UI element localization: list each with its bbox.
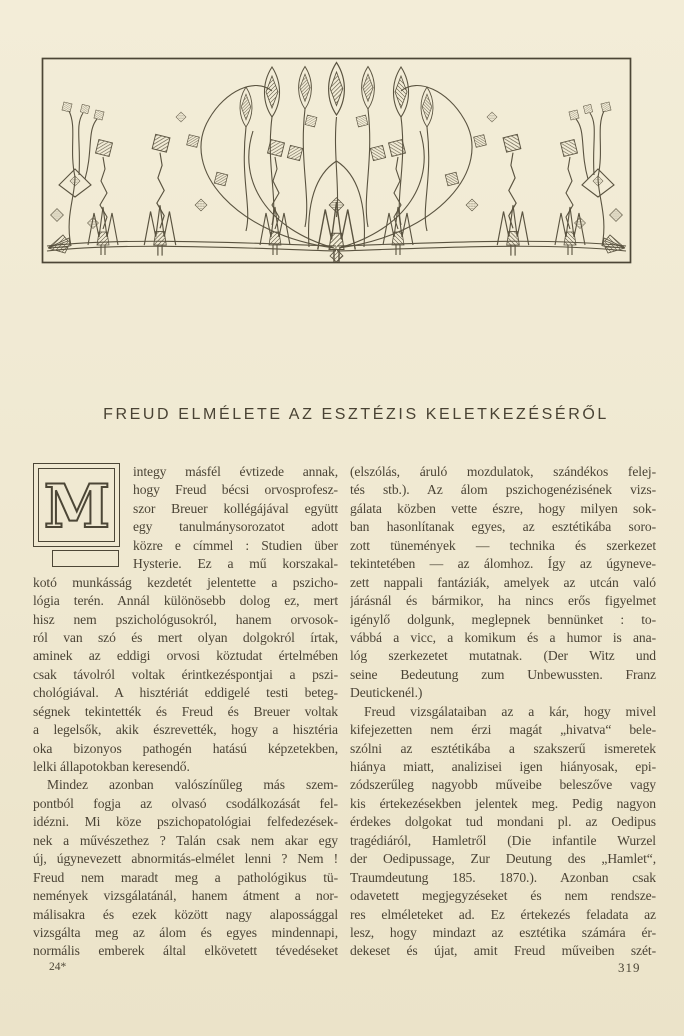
text-line: gálata közben vette észre, hogy milyen sok- [350,500,656,516]
text-line: dekeset és újat, amit Freud műveiben szét- [350,943,656,959]
text-line: zett nappali fantáziák, amelyek az utcán való [350,574,656,590]
text-line: aminek az eddigi orvosi köztudat értelmében [33,648,338,664]
text-line: Mindez azonban valószínűleg más szem- [47,777,338,793]
text-line: chológiával. A hisztériát eddigelé testi beteg- [33,685,338,701]
text-line: hiánya miatt, analizisei igen hiányosak, epi- [350,759,656,774]
text-line: hogy Freud bécsi orvosprofesz- [133,482,338,498]
headpiece-illustration-svg [41,57,632,264]
text-line: Traumdeutung 185. 1870.). Azonban csak [350,869,656,885]
text-line: tés stb.). Az álom pszichogenézisének vizs- [350,482,656,498]
text-column-right [350,463,656,961]
text-line: idézni. Mi köze pszichopatológiai felfedezések- [33,814,338,830]
text-line: egy tanulmánysorozatot adott [133,519,338,535]
text-line: lógia terén. Annál különösebb dolog ez, mert [33,593,338,609]
text-line: vizsgálta meg az álom és egyes mindennapi, [33,924,338,940]
drop-cap-letter: M [43,472,110,540]
text-line: igénylő dolgunk, meglepnek bennünket : to- [350,611,656,627]
text-line: integy másfél évtizede annak, [133,464,338,479]
text-line: res elméleteket ad. Ez értekezés feladata az [350,906,656,922]
text-line: kotó munkásság kezdetét jelentette a pszicho- [33,574,338,590]
text-line: ról van szó és mert olyan dolgokról írtak, [33,629,338,645]
text-line: oka bizonyos pathogén hatású képzetekben, [33,740,338,756]
page-number: 319 [618,960,641,975]
text-line: nek a művészethez ? Talán csak nem akar egy [33,832,338,848]
text-line: közre e címmel : Studien über [133,537,338,553]
text-line: der Oedipussage, Zur Deutung des „Hamlet“, [350,851,656,867]
text-line: málisakra és ezek között nagy alapossággal [33,906,338,922]
floral-headpiece-engraving [41,57,632,264]
text-line: vábbá a vicc, a komikum és a humor is ana- [350,629,656,645]
text-line: járásnál és bármikor, ha nincs erős figyelmet [350,593,656,609]
text-column-left [33,463,338,961]
text-line: zódszerűleg nagyobb műveibe beleszőve vagy [350,777,656,793]
text-line: szólni az esztétikába a szakszerű ismeretek [350,740,656,756]
text-line: csak távolról voltak érintkezéspontjai a pszi- [33,666,338,682]
text-line: lelki állapotokban keresendő. [33,759,190,774]
text-line: tragédiáról, Hamletről (Die infantile Wurzel [350,832,656,848]
text-line: (elszólás, áruló mozdulatok, szándékos felej- [350,464,656,479]
text-line: lóg szerkezetet mutatnak. (Der Witz und [350,648,656,664]
text-line: érdekes dolgokat tud mondani pl. az Oedipus [350,814,656,830]
signature-mark: 24* [49,961,67,973]
text-line: új, úgynevezett abnormitás-elmélet lenni ? Nem ! [33,851,338,867]
text-line: Freud vizsgálataiban az a kár, hogy mivel [364,703,656,719]
text-line: kifejezetten nem érzi magát „hivatva“ bele- [350,722,656,738]
text-line: hisz nem pszichológusokról, hanem orvosok- [33,611,338,627]
text-line: pontból fogja az olvasó csodálkozását fel- [33,795,338,811]
text-line: seine Bedeutung zum Unbewussten. Franz [350,666,656,682]
text-line: a legelsők, akik észrevették, hogy a hisztéria [33,722,338,738]
text-line: lesz, hogy mindazt az esztétika számára ér- [350,924,656,940]
text-line: ségnek tekintették és Freud és Breuer voltak [33,703,338,719]
text-line: kis értekezésekben jelentek meg. Pedig nagyon [350,795,656,811]
text-line: Deutickenél.) [350,685,423,701]
text-line: tekintetében — az álomhoz. Így az úgyneve- [350,556,656,572]
text-line: ban hasonlítanak egyes, az esztétikába soro- [350,519,656,535]
text-line: Hysterie. Ez a mű korszakal- [133,556,338,572]
text-line: Freud nem maradt meg a pathológikus tü- [33,869,338,885]
text-line: szor Breuer kollégájával együtt [133,500,338,516]
text-line: normális emberek által elkövetett tévedéseket [33,943,338,959]
article-title: FREUD ELMÉLETE AZ ESZTÉZIS KELETKEZÉSÉRŐL [103,406,609,423]
text-line: odavetett megjegyzéseket és nem rendsze- [350,888,656,904]
text-line: zott tünemények — technika és szerkezet [350,537,656,553]
text-line: nemények vizsgálatánál, hanem átment a nor- [33,888,338,904]
